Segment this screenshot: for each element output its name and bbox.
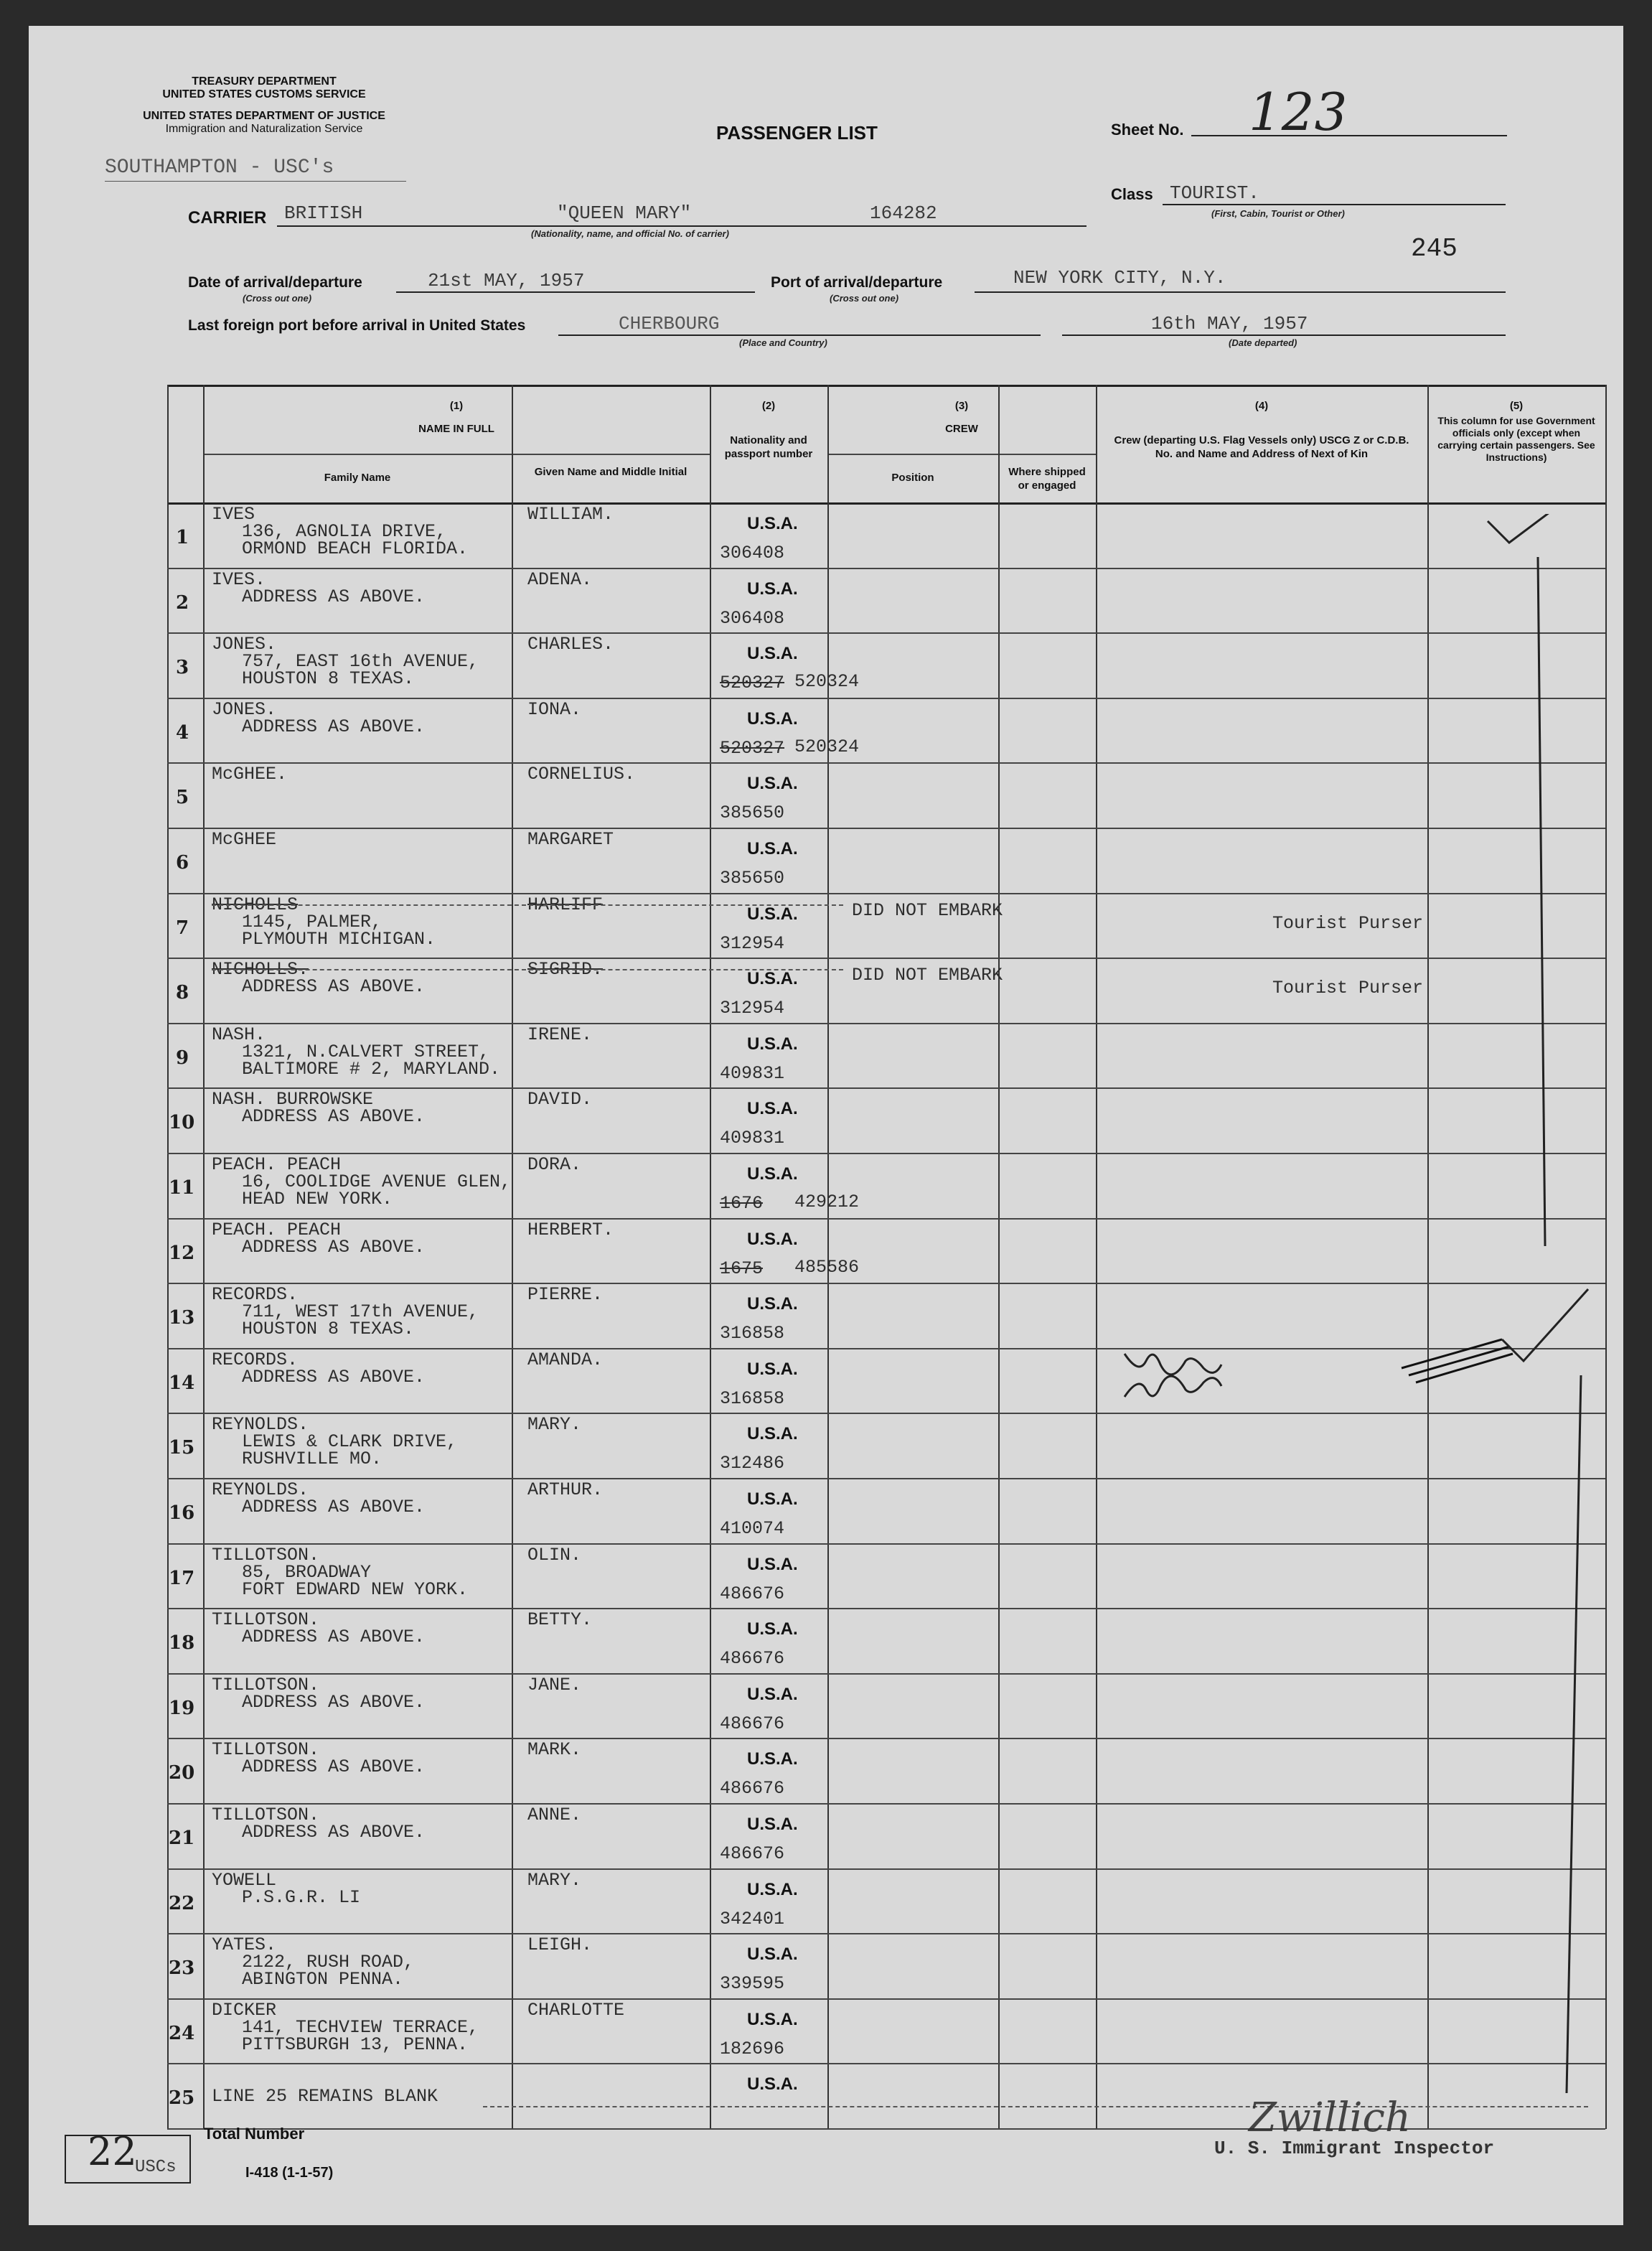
table-row — [167, 1933, 1605, 1998]
address-line: PITTSBURGH 13, PENNA. — [242, 2034, 469, 2055]
given-name: HARLIFF — [527, 894, 604, 915]
address-line: RUSHVILLE MO. — [242, 1449, 383, 1470]
nationality: U.S.A. — [747, 1879, 798, 1899]
nationality: U.S.A. — [747, 1489, 798, 1509]
passport-number-corrected: 520324 — [794, 671, 860, 693]
given-name: PIERRE. — [527, 1284, 604, 1306]
passport-number-corrected: 520324 — [794, 736, 860, 757]
passport-number: 1675 — [720, 1258, 764, 1279]
row-number: 24 — [169, 2022, 195, 2044]
col3-number: (3) — [954, 400, 969, 412]
passport-number: 486676 — [720, 1583, 785, 1604]
address-line: 2122, RUSH ROAD, — [242, 1952, 415, 1973]
address-line: P.S.G.R. LI — [242, 1886, 361, 1908]
given-name: LEIGH. — [527, 1934, 593, 1956]
given-name: OLIN. — [527, 1544, 582, 1566]
arrival-caption: (Cross out one) — [243, 293, 312, 304]
passport-number: 316858 — [720, 1323, 785, 1344]
passport-number: 409831 — [720, 1062, 785, 1084]
address-line: ADDRESS AS ABOVE. — [242, 586, 426, 607]
row-number: 7 — [176, 917, 189, 939]
row-number: 11 — [169, 1177, 195, 1199]
row-number: 25 — [169, 2087, 195, 2110]
given-name: HERBERT. — [527, 1219, 614, 1240]
passport-number: 486676 — [720, 1713, 785, 1734]
passport-number: 312954 — [720, 932, 785, 954]
passport-number: 486676 — [720, 1648, 785, 1670]
row-number: 2 — [176, 591, 189, 614]
given-name: DAVID. — [527, 1089, 593, 1110]
address-line: ADDRESS AS ABOVE. — [242, 1627, 426, 1648]
crew-note: DID NOT EMBARK — [852, 965, 1003, 986]
row-number: 15 — [169, 1437, 195, 1459]
family-name: PEACH. PEACH — [212, 1154, 342, 1175]
nationality: U.S.A. — [747, 2009, 798, 2029]
purser-signatures — [1096, 1339, 1426, 1418]
address-line: ADDRESS AS ABOVE. — [242, 1822, 426, 1843]
row-number: 14 — [169, 1372, 195, 1394]
sheet-number: 123 — [1249, 82, 1348, 142]
row-number: 19 — [169, 1697, 195, 1719]
given-name: AMANDA. — [527, 1349, 604, 1370]
family-name: NICHOLLS. — [212, 959, 309, 981]
carrier-name: "QUEEN MARY" — [557, 202, 692, 224]
table-row — [167, 1153, 1605, 1218]
address-line: ADDRESS AS ABOVE. — [242, 1691, 426, 1713]
table-row — [167, 1023, 1605, 1088]
class-label: Class — [1111, 185, 1153, 203]
col4-title: Crew (departing U.S. Flag Vessels only) USCG Z or C.D.B. No. and Name and Address of Next of Kin — [1114, 434, 1409, 460]
passport-number: 339595 — [720, 1973, 785, 1995]
row-number: 3 — [176, 657, 189, 679]
nationality: U.S.A. — [747, 514, 798, 533]
page-title: PASSENGER LIST — [716, 122, 878, 144]
nationality: U.S.A. — [747, 969, 798, 989]
passport-number: 306408 — [720, 543, 785, 563]
col4-number: (4) — [1254, 400, 1269, 412]
address-line: PLYMOUTH MICHIGAN. — [242, 928, 436, 950]
table-row — [167, 1087, 1605, 1153]
address-line: ADDRESS AS ABOVE. — [242, 1497, 426, 1517]
row-number: 21 — [169, 1828, 195, 1849]
arrival-label: Date of arrival/departure — [188, 274, 362, 291]
nationality: U.S.A. — [747, 839, 798, 858]
nationality: U.S.A. — [747, 579, 798, 599]
nationality: U.S.A. — [747, 1554, 798, 1574]
passport-number: 1676 — [720, 1193, 764, 1214]
given-name: MARGARET — [527, 829, 614, 850]
address-line: BALTIMORE # 2, MARYLAND. — [242, 1058, 501, 1080]
nationality: U.S.A. — [747, 1294, 798, 1314]
foreign-caption: (Place and Country) — [739, 337, 827, 348]
nationality: U.S.A. — [747, 1164, 798, 1184]
given-name: IRENE. — [527, 1024, 593, 1045]
family-name: NASH. — [212, 1024, 266, 1045]
sheet-label: Sheet No. — [1111, 121, 1184, 139]
row-number: 22 — [169, 1892, 195, 1914]
row-number: 10 — [169, 1112, 195, 1134]
table-row — [167, 1478, 1605, 1543]
address-line: ADDRESS AS ABOVE. — [242, 1756, 426, 1778]
passport-number: 385650 — [720, 802, 785, 824]
row-number: 4 — [176, 721, 189, 744]
row-number: 18 — [169, 1632, 195, 1655]
nationality: U.S.A. — [747, 1424, 798, 1444]
given-name: ARTHUR. — [527, 1479, 604, 1500]
carrier-label: CARRIER — [188, 208, 267, 228]
foreign-port: CHERBOURG — [619, 313, 720, 334]
port-value: NEW YORK CITY, N.Y. — [1013, 267, 1226, 289]
given-name: WILLIAM. — [527, 504, 614, 525]
crew-note: DID NOT EMBARK — [852, 899, 1003, 921]
table-row — [167, 1543, 1605, 1609]
address-line: HOUSTON 8 TEXAS. — [242, 668, 415, 690]
col1-title: NAME IN FULL — [418, 423, 494, 435]
table-row — [167, 893, 1605, 958]
nationality: U.S.A. — [747, 644, 798, 664]
row-number: 12 — [169, 1242, 195, 1264]
inspector-signature: Zwillich — [1249, 2095, 1411, 2141]
table-row — [167, 1413, 1605, 1478]
passport-number: 312486 — [720, 1453, 785, 1474]
dept-customs: UNITED STATES CUSTOMS SERVICE — [162, 88, 366, 100]
col5-number: (5) — [1509, 400, 1524, 412]
family-name: TILLOTSON. — [212, 1544, 320, 1566]
given-name: BETTY. — [527, 1609, 593, 1631]
given-name: MARY. — [527, 1869, 582, 1891]
given-name: CORNELIUS. — [527, 764, 636, 785]
family-name: JONES. — [212, 634, 277, 655]
document-page — [29, 26, 1623, 2225]
passport-number: 486676 — [720, 1843, 785, 1864]
row-number: 17 — [169, 1567, 195, 1589]
family-name: YOWELL — [212, 1869, 277, 1891]
col-where-shipped: Where shipped or engaged — [1008, 466, 1086, 492]
passport-number: 182696 — [720, 2038, 785, 2059]
col-family-name: Family Name — [324, 472, 391, 484]
row-number: 6 — [176, 852, 189, 874]
departed-caption: (Date departed) — [1229, 337, 1297, 348]
address-line: 16, COOLIDGE AVENUE GLEN, — [242, 1171, 512, 1192]
row-number: 1 — [176, 527, 189, 548]
family-name: McGHEE. — [212, 764, 288, 785]
given-name: CHARLOTTE — [527, 1999, 625, 2021]
arrival-date: 21st MAY, 1957 — [428, 270, 585, 291]
table-row — [167, 1738, 1605, 1803]
address-line: ADDRESS AS ABOVE. — [242, 976, 426, 998]
address-line: ADDRESS AS ABOVE. — [242, 1236, 426, 1258]
nationality: U.S.A. — [747, 1815, 798, 1834]
table-row — [167, 502, 1605, 568]
address-line: 1145, PALMER, — [242, 911, 383, 932]
passport-number: 385650 — [720, 868, 785, 889]
passport-number: 486676 — [720, 1778, 785, 1800]
col1-number: (1) — [449, 400, 464, 412]
family-name: DICKER — [212, 1999, 277, 2021]
row-number: 9 — [176, 1047, 189, 1069]
nationality: U.S.A. — [747, 1359, 798, 1379]
total-count: 22 — [88, 2129, 137, 2174]
carrier-number: 164282 — [870, 202, 937, 224]
nationality: U.S.A. — [747, 904, 798, 924]
row-number: 16 — [169, 1502, 195, 1524]
address-line: 757, EAST 16th AVENUE, — [242, 651, 479, 673]
address-line: ABINGTON PENNA. — [242, 1969, 404, 1990]
address-line: 141, TECHVIEW TERRACE, — [242, 2016, 479, 2038]
family-name: TILLOTSON. — [212, 1674, 320, 1695]
given-name: ANNE. — [527, 1805, 582, 1825]
given-name: MARY. — [527, 1414, 582, 1436]
dept-justice: UNITED STATES DEPARTMENT OF JUSTICE — [143, 110, 385, 122]
nationality: U.S.A. — [747, 1099, 798, 1119]
table-row — [167, 1868, 1605, 1934]
passport-number: 312954 — [720, 998, 785, 1019]
family-name: IVES — [212, 504, 255, 525]
col-given-name: Given Name and Middle Initial — [534, 466, 687, 478]
address-line: 85, BROADWAY — [242, 1561, 372, 1583]
given-name: MARK. — [527, 1739, 582, 1761]
table-row — [167, 1803, 1605, 1868]
passport-number: 306408 — [720, 607, 785, 629]
passport-number: 316858 — [720, 1387, 785, 1409]
nationality: U.S.A. — [747, 1945, 798, 1965]
port-caption: (Cross out one) — [830, 293, 899, 304]
row-number: 20 — [169, 1762, 195, 1784]
total-label: Total Number — [204, 2125, 305, 2143]
passport-number: 520327 — [720, 673, 785, 694]
col2-title: Nationality and passport number — [724, 434, 813, 460]
carrier-nationality: BRITISH — [284, 202, 363, 224]
departed-date: 16th MAY, 1957 — [1151, 313, 1308, 334]
table-row — [167, 568, 1605, 633]
address-line: ADDRESS AS ABOVE. — [242, 1366, 426, 1387]
address-line: ORMOND BEACH FLORIDA. — [242, 538, 469, 559]
carrier-caption: (Nationality, name, and official No. of carrier) — [531, 228, 729, 239]
class-caption: (First, Cabin, Tourist or Other) — [1211, 208, 1345, 219]
family-name: RECORDS. — [212, 1349, 299, 1370]
given-name: CHARLES. — [527, 634, 614, 655]
family-name: McGHEE — [212, 829, 277, 850]
family-name: TILLOTSON. — [212, 1805, 320, 1825]
form-number: I-418 (1-1-57) — [245, 2165, 334, 2181]
table-row — [167, 828, 1605, 893]
port-stamp: SOUTHAMPTON - USC's — [105, 156, 334, 179]
address-line: 1321, N.CALVERT STREET, — [242, 1041, 490, 1062]
nationality: U.S.A. — [747, 1684, 798, 1704]
given-name: JANE. — [527, 1674, 582, 1695]
col2-number: (2) — [761, 400, 776, 412]
col-position: Position — [891, 472, 934, 484]
address-line: HOUSTON 8 TEXAS. — [242, 1319, 415, 1340]
purser-note: Tourist Purser — [1272, 978, 1424, 999]
table-row — [167, 1218, 1605, 1283]
address-line: 711, WEST 17th AVENUE, — [242, 1301, 479, 1323]
given-name: SIGRID. — [527, 959, 604, 981]
given-name: IONA. — [527, 698, 582, 720]
passport-number: 410074 — [720, 1518, 785, 1539]
family-name: YATES. — [212, 1934, 277, 1956]
nationality: U.S.A. — [747, 1229, 798, 1249]
nationality: U.S.A. — [747, 708, 798, 729]
passport-number: 520327 — [720, 737, 785, 759]
col5-title: This column for use Government officials only (except when carrying certain passengers. See Instructions) — [1437, 415, 1595, 463]
table-row — [167, 1608, 1605, 1673]
port-label: Port of arrival/departure — [771, 274, 943, 291]
table-row — [167, 1998, 1605, 2064]
page-count: 245 — [1411, 234, 1458, 263]
family-name: IVES. — [212, 568, 266, 590]
table-row — [167, 632, 1605, 698]
row-number: 5 — [176, 787, 189, 809]
foreign-port-label: Last foreign port before arrival in United States — [188, 317, 526, 334]
inspector-label: U. S. Immigrant Inspector — [1214, 2138, 1495, 2159]
row-number: 8 — [176, 982, 189, 1004]
row-number: 23 — [169, 1957, 195, 1980]
family-name: TILLOTSON. — [212, 1609, 320, 1631]
address-line: LEWIS & CLARK DRIVE, — [242, 1431, 458, 1453]
passport-number-corrected: 485586 — [794, 1256, 860, 1278]
table-row — [167, 958, 1605, 1023]
family-name: PEACH. PEACH — [212, 1219, 342, 1240]
dept-immigration: Immigration and Naturalization Service — [165, 123, 363, 135]
address-line: HEAD NEW YORK. — [242, 1189, 393, 1209]
nationality: U.S.A. — [747, 1034, 798, 1054]
address-line: ADDRESS AS ABOVE. — [242, 1106, 426, 1128]
passenger-table — [167, 385, 1605, 2129]
class-value: TOURIST. — [1170, 182, 1259, 204]
row-number: 13 — [169, 1307, 195, 1329]
nationality: U.S.A. — [747, 1619, 798, 1639]
purser-note: Tourist Purser — [1272, 912, 1424, 934]
family-name: TILLOTSON. — [212, 1739, 320, 1761]
table-row — [167, 1673, 1605, 1738]
family-name: RECORDS. — [212, 1284, 299, 1306]
col3-title: CREW — [945, 423, 978, 435]
dept-treasury: TREASURY DEPARTMENT — [192, 75, 337, 88]
family-name: LINE 25 REMAINS BLANK — [212, 2086, 438, 2107]
address-line: ADDRESS AS ABOVE. — [242, 716, 426, 737]
family-name: NASH. BURROWSKE — [212, 1089, 374, 1110]
family-name: NICHOLLS — [212, 894, 299, 915]
address-line: FORT EDWARD NEW YORK. — [242, 1578, 469, 1600]
passport-number: 342401 — [720, 1908, 785, 1929]
given-name: DORA. — [527, 1154, 582, 1175]
table-row — [167, 762, 1605, 828]
inspector-check-line — [1480, 514, 1602, 2107]
nationality: U.S.A. — [747, 2074, 798, 2095]
passport-number: 409831 — [720, 1128, 785, 1149]
passport-number-corrected: 429212 — [794, 1192, 860, 1212]
table-row — [167, 698, 1605, 763]
nationality: U.S.A. — [747, 1749, 798, 1769]
given-name: ADENA. — [527, 568, 593, 590]
usc-stamp: USCs — [135, 2158, 177, 2177]
nationality: U.S.A. — [747, 774, 798, 794]
family-name: JONES. — [212, 698, 277, 720]
address-line: 136, AGNOLIA DRIVE, — [242, 521, 447, 542]
family-name: REYNOLDS. — [212, 1414, 309, 1436]
family-name: REYNOLDS. — [212, 1479, 309, 1500]
